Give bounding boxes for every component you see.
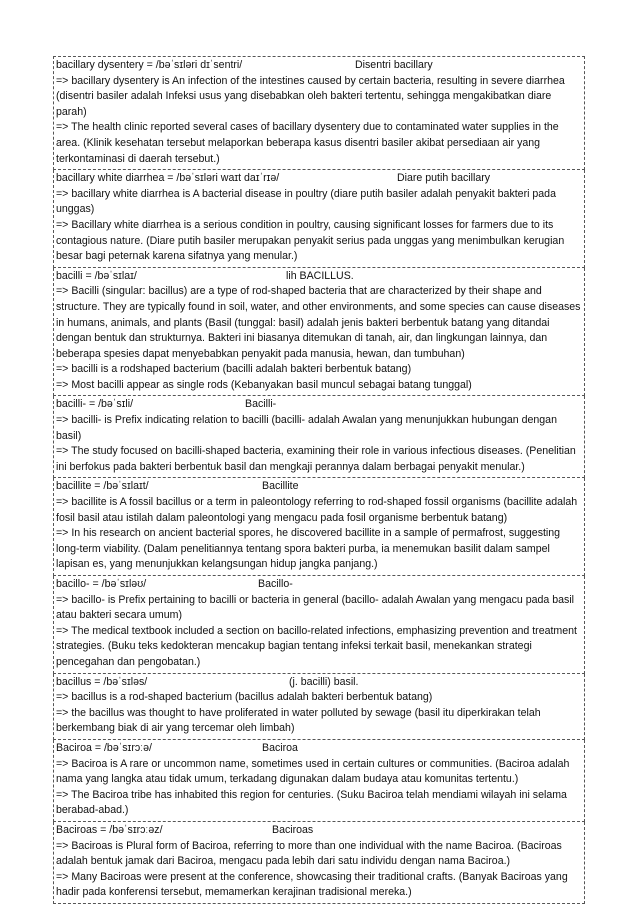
entry-term: Baciroas = /bəˈsɪrɔːəz/ [56,823,163,836]
entry-example-line: => bacillary dysentery is An infection of the intestines caused by certain bacteria, resulting in severe diarrhea (disentri basiler adalah Infeksi usus yang disebabkan oleh bakteri tertentu, sehingga mengakibatkan diare parah) [56,74,565,118]
entry-heading [56,58,582,74]
entry-example-line: => Many Baciroas were present at the conference, showcasing their traditional crafts. (Banyak Baciroas yang hadir pada konferensi tersebut, memamerkan kerajinan tradisional mereka.) [56,870,568,899]
entry-example-line: => The study focused on bacilli-shaped bacteria, examining their role in various infectious diseases. (Penelitian ini berfokus pada bakteri berbentuk basil dan mengkaji perannya dalam berbagai penyakit menular.) [56,445,576,473]
entry-heading [56,269,582,285]
dictionary-page [53,56,585,904]
dictionary-entry [53,674,585,740]
entry-heading [56,479,582,495]
dictionary-entry [53,56,585,170]
entry-translation: Bacillite [262,480,299,493]
dictionary-entry [53,740,585,822]
entry-example-line: => In his research on ancient bacterial spores, he discovered bacillite in a sample of permafrost, suggesting long-term viability. (Dalam penelitiannya tentang spora bakteri purba, ia menemukan basilit dalam sampel lapisan es, yang menunjukkan kelangsungan hidup jangka panjang.) [56,527,561,571]
entry-heading [56,397,582,413]
entry-translation: Bacilli- [245,398,277,411]
entry-translation: lih BACILLUS. [286,269,354,282]
entry-example-line: => the bacillus was thought to have proliferated in water polluted by sewage (basil itu diperkirakan telah berkembang biak di air yang tercemar oleh limbah) [56,706,541,735]
entry-translation: Baciroas [272,823,314,836]
entry-example-line: => Bacillary white diarrhea is a serious condition in poultry, causing significant losses for farmers due to its contagious nature. (Diare putih basiler merupakan penyakit serius pada unggas yang menimbulkan kerugian besar bagi peternak karena sifatnya yang menular.) [56,218,565,263]
entry-translation: Baciroa [262,741,298,754]
entry-heading [56,823,582,839]
entry-example-line: => The medical textbook included a section on bacillo-related infections, emphasizing prevention and treatment strategies. (Buku teks kedokteran mencakup bagian tentang infeksi terkait basil, menekankan strategi pencegahan dan pengobatan.) [56,624,577,668]
entry-example-line: => bacillary white diarrhea is A bacterial disease in poultry (diare putih basiler adalah penyakit bakteri pada unggas) [56,187,556,216]
entry-heading [56,577,582,593]
entry-heading [56,675,582,691]
dictionary-entry [53,396,585,478]
entry-heading [56,171,582,187]
entry-example-line: => The Baciroa tribe has inhabited this region for centuries. (Suku Baciroa telah mendiami wilayah ini selama berabad-abad.) [56,788,567,817]
entry-example-line: => bacilli is a rodshaped bacterium (bacilli adalah bakteri berbentuk batang) [56,363,412,376]
entry-example-line: => The health clinic reported several cases of bacillary dysentery due to contaminated water supplies in the area. (Klinik kesehatan tersebut melaporkan beberapa kasus disentri basiler akibat persediaan air yang terkontaminasi di daerah tersebut.) [56,121,559,165]
entry-term: bacillus = /bəˈsɪləs/ [56,675,148,688]
dictionary-entry [53,478,585,576]
entry-term: bacilli = /bəˈsɪlaɪ/ [56,269,137,282]
entry-example-line: => Baciroas is Plural form of Baciroa, referring to more than one individual with the name Baciroa. (Baciroas adalah bentuk jamak dari Baciroa, mengacu pada lebih dari satu individu dengan nama Baciroa.) [56,839,562,868]
entry-term: bacillary dysentery = /bəˈsɪləri dɪˈsentri/ [56,59,243,71]
entry-term: bacilli- = /bəˈsɪli/ [56,398,134,411]
entry-translation: Bacillo- [258,578,293,590]
entry-heading [56,741,582,757]
entry-term: bacillite = /bəˈsɪlaɪt/ [56,480,149,493]
dictionary-entry [53,170,585,268]
dictionary-entry [53,268,585,397]
entry-term: bacillo- = /bəˈsɪləʊ/ [56,578,147,590]
entry-example-line: => bacillus is a rod-shaped bacterium (bacillus adalah bakteri berbentuk batang) [56,691,433,704]
entry-translation: Disentri bacillary [355,59,433,71]
entry-translation: (j. bacilli) basil. [289,675,359,688]
entry-term: Baciroa = /bəˈsɪrɔːə/ [56,741,152,754]
entry-example-line: => Baciroa is A rare or uncommon name, sometimes used in certain cultures or communities. (Baciroa adalah nama yang langka atau tidak umum, terkadang digunakan dalam budaya atau komunitas tertentu.) [56,757,570,786]
entry-example-line: => bacilli- is Prefix indicating relation to bacilli (bacilli- adalah Awalan yang menunjukkan hubungan dengan basil) [56,414,557,442]
entry-term: bacillary white diarrhea = /bəˈsɪləri waɪt daɪˈrɪə/ [56,172,280,185]
dictionary-entry [53,822,585,904]
dictionary-entry [53,576,585,674]
entry-example-line: => bacillite is A fossil bacillus or a term in paleontology referring to rod-shaped fossil organisms (bacillite adalah fosil basil atau istilah dalam paleontologi yang mengacu pada fosil organisme berbentuk batang) [56,496,578,524]
entry-translation: Diare putih bacillary [397,172,491,185]
entry-example-line: => Most bacilli appear as single rods (Kebanyakan basil muncul sebagai batang tunggal) [56,378,472,391]
entry-example-line: => Bacilli (singular: bacillus) are a type of rod-shaped bacteria that are characterized by their shape and structure. They are typically found in soil, water, and other environments, and some species can cause diseases in humans, animals, and plants (Basil (tunggal: basil) adalah jenis bakteri berbentuk batang yang ditandai dengan bentuk dan strukturnya. Bakteri ini biasanya ditemukan di tanah, air, dan lingkungan lainnya, dan beberapa spesies dapat menyebabkan penyakit pada manusia, hewan, dan tumbuhan) [56,285,581,360]
entry-example-line: => bacillo- is Prefix pertaining to bacilli or bacteria in general (bacillo- adalah Awalan yang mengacu pada basil atau bakteri secara umum) [56,593,575,622]
